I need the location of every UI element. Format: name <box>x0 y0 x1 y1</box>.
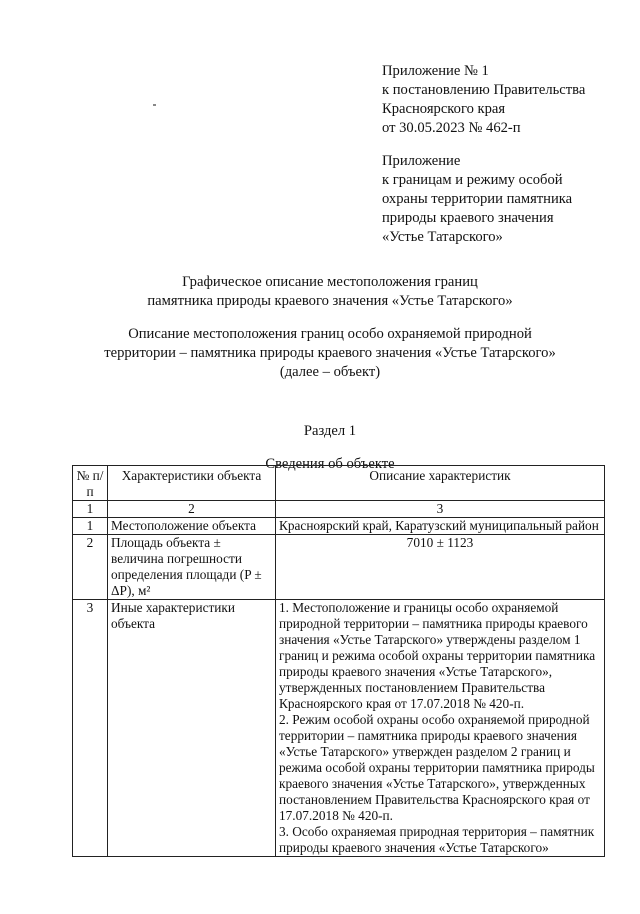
row-characteristic: Местоположение объекта <box>108 518 276 535</box>
row-description: 1. Местоположение и границы особо охраняемой природной территории – памятника природы краевого значения «Устье Татарского» утверждены разделом 1 границ и режима особой охраны территории памятника природы краевого значения «Устье Татарского», утвержденных постановлением Правительства Красноярского края от 17.07.2018 № 420-п. 2. Режим особой охраны особо охраняемой природной территории – памятника природы краевого значения «Устье Татарского» утвержден разделом 2 границ и режима особой охраны территории памятника природы краевого значения «Устье Татарского», утвержденных постановлением Правительства Красноярского края от 17.07.2018 № 420-п. 3. Особо охраняемая природная территория – памятник природы краевого значения «Устье Татарского» <box>276 600 605 857</box>
boundary-description-title <box>10 325 640 382</box>
table-row <box>73 535 605 600</box>
annex-2-line: природы краевого значения <box>382 210 554 226</box>
row-number: 2 <box>73 535 108 600</box>
annex-1-line: от 30.05.2023 № 462-п <box>382 120 521 136</box>
header-description: Описание характеристик <box>276 466 605 501</box>
row-characteristic: Иные характеристики объекта <box>108 600 276 857</box>
annex-2-line: Приложение <box>382 153 461 169</box>
subsection-heading: Сведения об объекте <box>265 456 395 472</box>
row-characteristic: Площадь объекта ± величина погрешности определения площади (P ± ΔP), м² <box>108 535 276 600</box>
row-description: 7010 ± 1123 <box>276 535 605 600</box>
table-numbering-row <box>73 501 605 518</box>
annex-1-header <box>382 62 622 138</box>
numbering-cell: 3 <box>276 501 605 518</box>
annex-1-line: к постановлению Правительства <box>382 82 586 98</box>
object-info-table <box>72 465 605 857</box>
annex-2-line: «Устье Татарского» <box>382 229 503 245</box>
row-description: Красноярский край, Каратузский муниципальный район <box>276 518 605 535</box>
table-row <box>73 600 605 857</box>
annex-2-line: к границам и режиму особой <box>382 172 563 188</box>
scan-speck <box>153 104 156 106</box>
graphic-description-title <box>10 273 640 311</box>
title-line: территории – памятника природы краевого значения «Устье Татарского» <box>104 345 556 361</box>
header-number: № п/п <box>73 466 108 501</box>
header-characteristics: Характеристики объекта <box>108 466 276 501</box>
row-number: 3 <box>73 600 108 857</box>
numbering-cell: 1 <box>73 501 108 518</box>
annex-2-line: охраны территории памятника <box>382 191 573 207</box>
row-number: 1 <box>73 518 108 535</box>
section-heading: Раздел 1 <box>303 423 357 439</box>
annex-2-header <box>382 152 622 247</box>
table-row <box>73 518 605 535</box>
title-line: Описание местоположения границ особо охраняемой природной <box>128 326 532 342</box>
annex-1-line: Красноярского края <box>382 101 506 117</box>
title-line: памятника природы краевого значения «Устье Татарского» <box>147 293 513 309</box>
table-header-row <box>73 466 605 501</box>
title-line: Графическое описание местоположения границ <box>182 274 478 290</box>
annex-1-line: Приложение № 1 <box>382 63 489 79</box>
numbering-cell: 2 <box>108 501 276 518</box>
title-line: (далее – объект) <box>279 364 381 380</box>
